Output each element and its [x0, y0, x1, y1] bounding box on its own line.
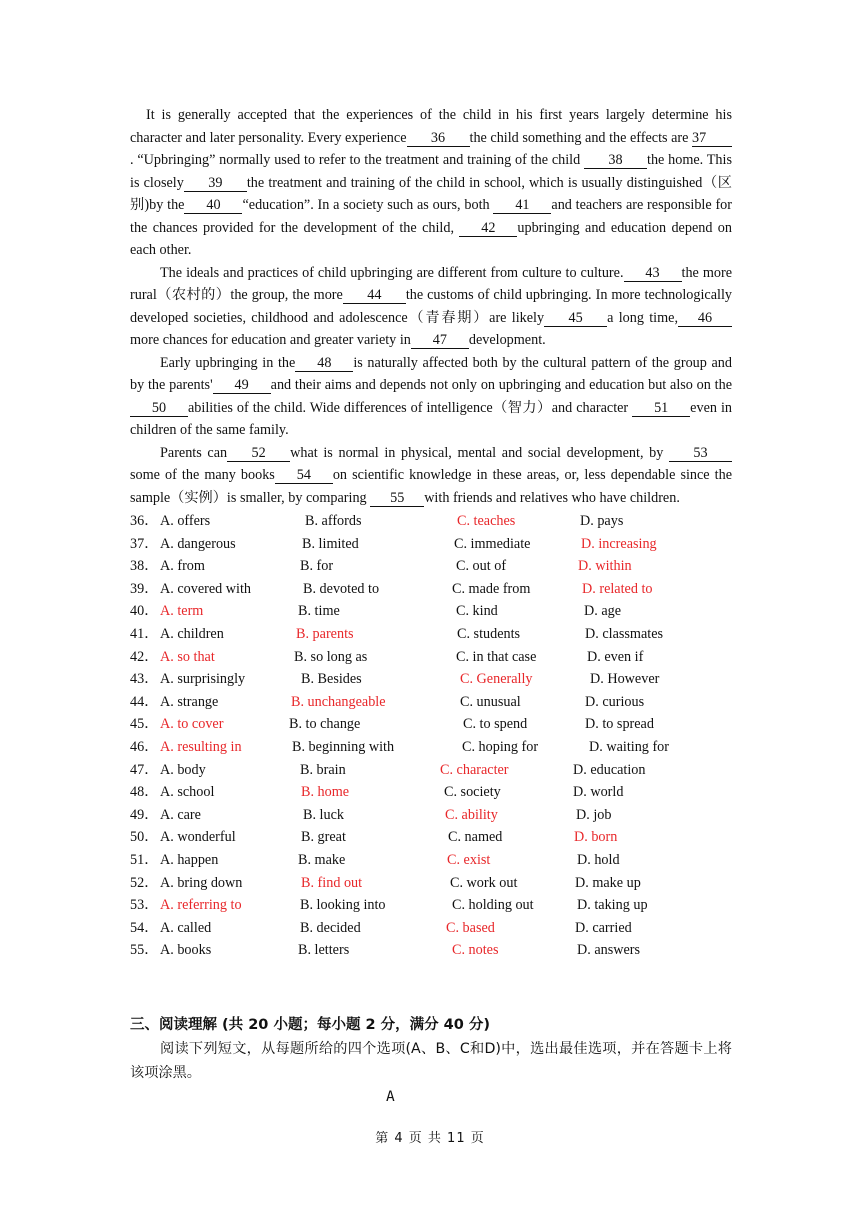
- question-number: 39．: [130, 580, 159, 597]
- option-c: C. made from: [452, 580, 531, 597]
- option-c: C. in that case: [456, 648, 537, 665]
- option-c: C. character: [440, 761, 509, 778]
- question-row-55: [130, 939, 732, 962]
- question-row-53: [130, 894, 732, 917]
- blank-49: 49: [213, 377, 271, 394]
- passage-text: abilities of the child. Wide differences of intelligence（智力）and character: [188, 399, 633, 416]
- question-row-39: [130, 578, 732, 601]
- question-row-52: [130, 872, 732, 895]
- blank-45: 45: [544, 310, 607, 327]
- question-number: 42．: [130, 648, 159, 665]
- option-d: D. pays: [580, 513, 624, 529]
- question-number: 44．: [130, 693, 159, 710]
- question-row-54: [130, 917, 732, 940]
- question-number: 53．: [130, 897, 159, 914]
- question-number: 50．: [130, 829, 159, 846]
- passage-text: the treatment and training of the child in school, which is usually distinguished（区别)by the: [130, 174, 732, 213]
- option-d: D. However: [590, 671, 660, 688]
- option-b: B. limited: [302, 535, 359, 552]
- option-a: A. term: [160, 603, 204, 620]
- option-c: C. hoping for: [462, 738, 539, 755]
- option-b: B. time: [298, 603, 340, 620]
- question-number: 45．: [130, 716, 159, 733]
- option-d: D. education: [573, 761, 646, 778]
- option-c: C. teaches: [457, 513, 516, 529]
- passage-text: on scientific knowledge in these areas, or, less dependable since the sample（实例）is smaller, by comparing: [130, 467, 733, 506]
- question-number: 51．: [130, 851, 159, 868]
- option-d: D. to spread: [585, 716, 654, 733]
- cloze-passage-area: [130, 104, 732, 962]
- option-c: C. named: [448, 829, 503, 846]
- passage-paragraph-3: [130, 352, 732, 442]
- blank-50: 50: [130, 400, 188, 417]
- option-a: A. offers: [160, 513, 211, 529]
- blank-38: 38: [584, 152, 647, 169]
- option-b: B. home: [301, 784, 350, 801]
- blank-51: 51: [632, 400, 690, 417]
- option-d: D. born: [574, 829, 618, 846]
- option-a: A. dangerous: [160, 535, 236, 552]
- option-c: C. notes: [452, 942, 499, 959]
- passage-text: “education”. In a society such as ours, both: [242, 197, 494, 213]
- section-title: 三、阅读理解 (共 20 小题；每小题 2 分，满分 40 分): [130, 1017, 491, 1033]
- option-c: C. kind: [456, 603, 498, 620]
- options-list: [130, 510, 732, 962]
- option-d: D. job: [576, 806, 612, 823]
- blank-43: 43: [624, 265, 682, 282]
- question-row-43: [130, 668, 732, 691]
- option-b: B. devoted to: [303, 580, 380, 597]
- passage-text: It is generally accepted that the experiences of the child in his first years largely determine his character and later personality. Every experience: [130, 107, 732, 146]
- option-a: A. so that: [160, 648, 215, 665]
- option-b: B. letters: [298, 942, 350, 959]
- passage-text: a long time,: [607, 309, 678, 326]
- option-c: C. students: [457, 625, 521, 642]
- option-b: B. great: [301, 829, 346, 846]
- option-d: D. curious: [585, 693, 645, 710]
- option-a: A. care: [160, 806, 201, 823]
- blank-55: 55: [370, 490, 424, 507]
- option-c: C. holding out: [452, 897, 534, 914]
- option-c: C. society: [444, 784, 501, 801]
- question-row-48: [130, 781, 732, 804]
- question-row-51: [130, 849, 732, 872]
- option-c: C. out of: [456, 558, 507, 575]
- option-c: C. ability: [445, 806, 498, 823]
- option-c: C. to spend: [463, 716, 528, 733]
- blank-52: 52: [227, 445, 290, 462]
- option-b: B. for: [300, 558, 334, 575]
- blank-54: 54: [275, 467, 333, 484]
- option-b: B. parents: [296, 625, 354, 642]
- passage-text: more chances for education and greater variety in: [130, 332, 411, 348]
- passage-text: the more rural（农村的）the group, the more: [130, 264, 732, 303]
- blank-39: 39: [184, 175, 247, 192]
- option-b: B. so long as: [294, 648, 368, 665]
- option-b: B. Besides: [301, 671, 362, 688]
- passage-text: Parents can: [160, 444, 228, 461]
- question-number: 48．: [130, 784, 159, 801]
- option-d: D. taking up: [577, 897, 648, 914]
- question-number: 36．: [130, 513, 159, 529]
- passage-text: the child something and the effects are: [469, 129, 692, 146]
- passage-text: the home. This is closely: [130, 152, 732, 191]
- question-row-41: [130, 623, 732, 646]
- question-number: 40．: [130, 603, 159, 620]
- passage-paragraph-4: [130, 442, 732, 510]
- question-row-40: [130, 600, 732, 623]
- question-number: 43．: [130, 671, 159, 688]
- question-row-47: [130, 759, 732, 782]
- option-d: D. classmates: [585, 625, 664, 642]
- option-d: D. answers: [577, 942, 641, 959]
- option-d: D. world: [573, 784, 624, 801]
- option-a: A. covered with: [160, 580, 252, 597]
- option-a: A. wonderful: [160, 829, 236, 846]
- option-a: A. to cover: [160, 716, 224, 733]
- blank-47: 47: [411, 332, 469, 349]
- question-number: 49．: [130, 806, 159, 823]
- option-b: B. unchangeable: [291, 693, 386, 710]
- passage-text: is naturally affected both by the cultural pattern of the group and by the parents': [130, 354, 732, 393]
- option-d: D. within: [578, 558, 632, 575]
- option-a: A. bring down: [160, 874, 243, 891]
- question-row-49: [130, 804, 732, 827]
- passage-text: even in children of the same family.: [130, 399, 732, 438]
- passage-text: what is normal in physical, mental and social development, by: [290, 444, 669, 461]
- question-number: 46．: [130, 738, 159, 755]
- passage-text: and teachers are responsible for the chances provided for the development of the child,: [130, 197, 732, 236]
- option-b: B. brain: [300, 761, 346, 778]
- passage-text: with friends and relatives who have children.: [424, 489, 680, 506]
- question-number: 47．: [130, 761, 159, 778]
- question-number: 41．: [130, 625, 159, 642]
- question-number: 54．: [130, 919, 159, 936]
- blank-53: 53: [669, 445, 732, 462]
- option-a: A. referring to: [160, 897, 242, 914]
- blank-40: 40: [184, 197, 242, 214]
- option-c: C. exist: [447, 851, 491, 868]
- passage-text: and their aims and depends not only on upbringing and education but also on the: [270, 377, 732, 393]
- option-a: A. surprisingly: [160, 671, 246, 688]
- question-row-42: [130, 646, 732, 669]
- option-d: D. carried: [575, 919, 632, 936]
- option-d: D. even if: [587, 648, 644, 665]
- option-d: D. age: [584, 603, 622, 620]
- option-d: D. waiting for: [589, 738, 669, 755]
- option-a: A. body: [160, 761, 206, 778]
- blank-48: 48: [295, 355, 353, 372]
- question-row-50: [130, 826, 732, 849]
- option-a: A. strange: [160, 693, 219, 710]
- option-b: B. to change: [289, 716, 361, 733]
- question-row-36: [130, 510, 732, 533]
- option-a: A. school: [160, 784, 215, 801]
- option-b: B. luck: [303, 806, 344, 823]
- question-row-46: [130, 736, 732, 759]
- option-d: D. related to: [582, 580, 653, 597]
- option-c: C. work out: [450, 874, 518, 891]
- question-row-44: [130, 691, 732, 714]
- page-footer: 第 4 页 共 11 页: [375, 1131, 485, 1146]
- passage-text: some of the many books: [130, 467, 275, 483]
- question-number: 38．: [130, 558, 159, 575]
- option-a: A. children: [160, 625, 224, 642]
- option-b: B. looking into: [300, 897, 386, 914]
- option-c: C. Generally: [460, 671, 533, 688]
- option-a: A. books: [160, 942, 212, 959]
- passage-text: the customs of child upbringing. In more technologically developed societies, childhood and adolescence（青春期）are likely: [130, 287, 733, 326]
- question-number: 52．: [130, 874, 159, 891]
- option-a: A. called: [160, 919, 212, 936]
- option-b: B. make: [298, 851, 346, 868]
- passage-text: Early upbringing in the: [160, 354, 296, 371]
- blank-36: 36: [407, 130, 470, 147]
- option-c: C. based: [446, 919, 495, 936]
- blank-46: 46: [678, 310, 732, 327]
- passage-text: development.: [468, 332, 546, 348]
- option-a: A. resulting in: [160, 738, 242, 755]
- option-a: A. happen: [160, 851, 219, 868]
- part-label: A: [386, 1089, 395, 1105]
- option-d: D. hold: [577, 851, 620, 868]
- option-d: D. make up: [575, 874, 641, 891]
- option-a: A. from: [160, 558, 205, 575]
- option-b: B. decided: [300, 919, 361, 936]
- passage-paragraph-2: [130, 262, 732, 352]
- option-b: B. beginning with: [292, 738, 395, 755]
- question-row-37: [130, 533, 732, 556]
- passage-text: The ideals and practices of child upbringing are different from culture to culture.: [160, 264, 624, 281]
- blank-42: 42: [459, 220, 517, 237]
- blank-37: 37: [692, 130, 732, 147]
- question-number: 37．: [130, 535, 159, 552]
- question-row-45: [130, 713, 732, 736]
- option-b: B. find out: [301, 874, 363, 891]
- blank-41: 41: [493, 197, 551, 214]
- option-c: C. immediate: [454, 535, 531, 552]
- passage-paragraph-1: [130, 104, 732, 262]
- passage-text: upbringing and education depend on each other.: [130, 219, 732, 258]
- blank-44: 44: [343, 287, 406, 304]
- option-b: B. affords: [305, 513, 362, 529]
- option-c: C. unusual: [460, 693, 521, 710]
- question-number: 55．: [130, 942, 159, 959]
- section-instructions: 阅读下列短文，从每题所给的四个选项(A、B、C和D)中，选出最佳选项，并在答题卡上将该项涂黑。: [130, 1041, 732, 1081]
- option-d: D. increasing: [581, 535, 657, 552]
- question-row-38: [130, 555, 732, 578]
- passage-text: . “Upbringing” normally used to refer to the treatment and training of the child: [130, 152, 584, 168]
